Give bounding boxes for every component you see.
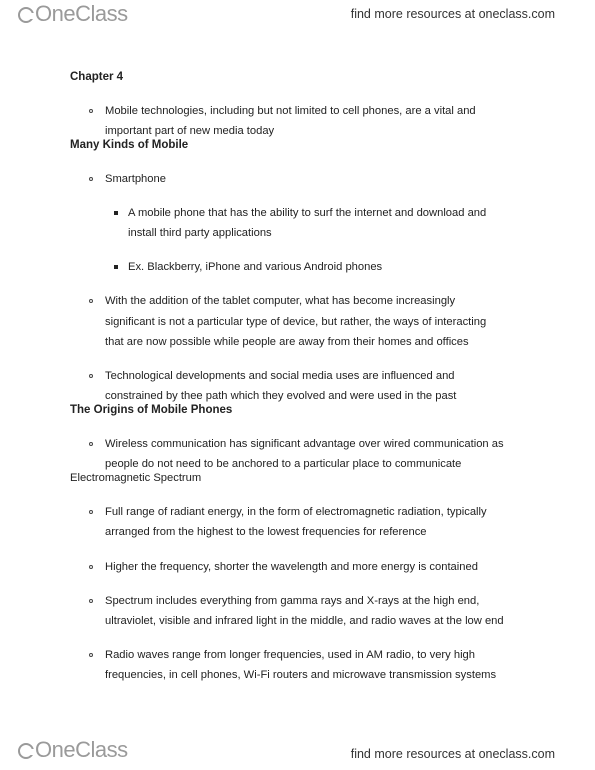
bullet-icon [89,299,93,303]
sub-bullet-text: A mobile phone that has the ability to surf the internet and download and [128,207,487,219]
bullet-text: Spectrum includes everything from gamma rays and X-rays at the high end, [105,595,480,607]
section-heading: Many Kinds of Mobile [70,139,189,151]
bullet-icon [89,510,93,514]
bullet-icon [89,177,93,181]
bullet-icon [89,442,93,446]
bullet-text: ultraviolet, visible and infrared light in the middle, and radio waves at the low end [105,615,504,627]
find-more-resources-link-footer[interactable]: find more resources at oneclass.com [350,747,555,761]
section-heading: Electromagnetic Spectrum [70,472,202,484]
bullet-text: constrained by thee path which they evolved and were used in the past [105,390,457,402]
section-heading: The Origins of Mobile Phones [70,404,233,416]
bullet-text: Full range of radiant energy, in the form of electromagnetic radiation, typically [105,506,487,518]
bullet-text: frequencies, in cell phones, Wi-Fi routers and microwave transmission systems [105,669,497,681]
logo-text: OneClass [35,1,128,26]
bullet-text: important part of new media today [105,125,275,137]
bullet-text: Smartphone [105,173,166,185]
bullet-text: people do not need to be anchored to a particular place to communicate [105,458,462,470]
bullet-text: Wireless communication has significant advantage over wired communication as [105,438,504,450]
bullet-icon [89,599,93,603]
sub-bullet-icon [114,265,118,269]
bullet-text: that are now possible while people are away from their homes and offices [105,336,469,348]
logo-text: OneClass [35,737,128,762]
bullet-text: arranged from the highest to the lowest frequencies for reference [105,526,427,538]
bullet-text: Higher the frequency, shorter the wavelength and more energy is contained [105,561,478,573]
chapter-title: Chapter 4 [70,71,124,83]
oneclass-logo-icon [18,743,34,759]
bullet-text: Mobile technologies, including but not limited to cell phones, are a vital and [105,105,476,117]
sub-bullet-icon [114,211,118,215]
bullet-icon [89,653,93,657]
bullet-icon [89,109,93,113]
oneclass-logo-footer[interactable] [18,738,128,762]
bullet-icon [89,565,93,569]
bullet-icon [89,374,93,378]
sub-bullet-text: Ex. Blackberry, iPhone and various Android phones [128,261,383,273]
bullet-text: significant is not a particular type of device, but rather, the ways of interacting [105,316,487,328]
sub-bullet-text: install third party applications [128,227,272,239]
bullet-text: Radio waves range from longer frequencies, used in AM radio, to very high [105,649,476,661]
bullet-text: With the addition of the tablet computer, what has become increasingly [105,295,456,307]
bullet-text: Technological developments and social media uses are influenced and [105,370,455,382]
find-more-resources-link[interactable]: find more resources at oneclass.com [350,7,555,21]
